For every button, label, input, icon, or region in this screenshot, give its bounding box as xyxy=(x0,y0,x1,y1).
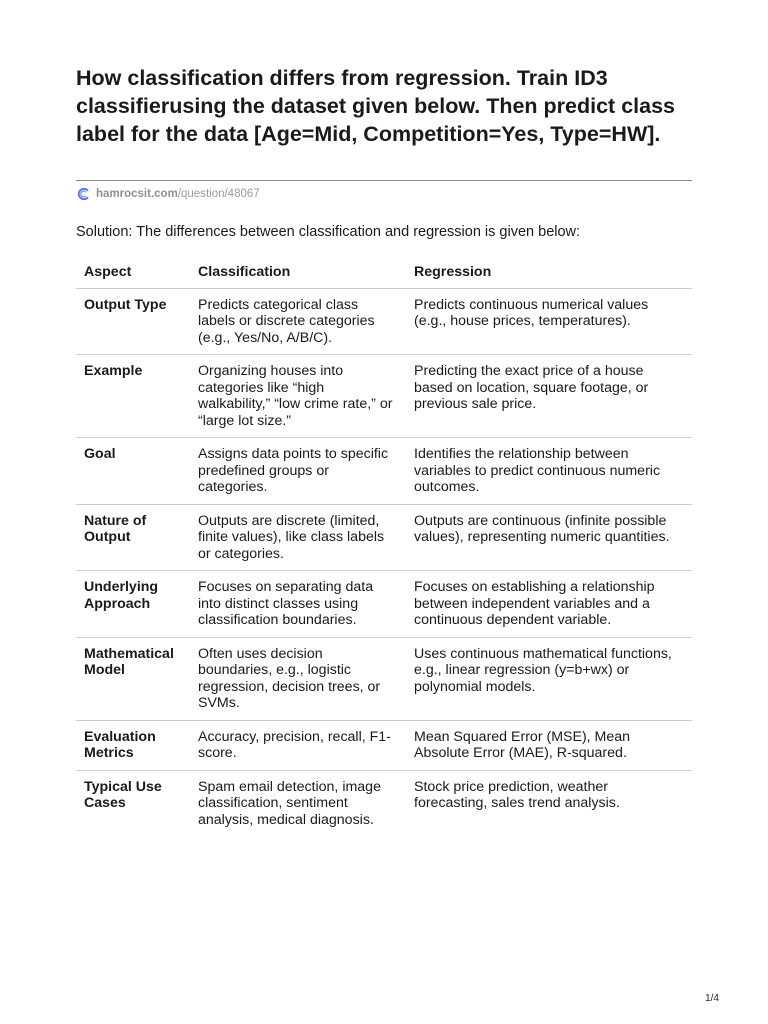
aspect-cell: Output Type xyxy=(84,296,167,313)
classification-cell: Assigns data points to specific predefined groups or categories. xyxy=(198,446,389,495)
header-regression: Regression xyxy=(414,264,492,280)
header-classification: Classification xyxy=(198,264,291,280)
table-row xyxy=(76,288,692,355)
classification-cell: Outputs are discrete (limited, finite values), like class labels or categories. xyxy=(198,512,385,562)
table-row xyxy=(76,504,692,571)
aspect-cell: Evaluation Metrics xyxy=(84,728,156,761)
classification-cell: Spam email detection, image classification, sentiment analysis, medical diagnosis. xyxy=(198,778,381,828)
aspect-cell: Typical Use Cases xyxy=(84,778,162,811)
aspect-cell: Mathematical Model xyxy=(84,645,174,678)
aspect-cell: Goal xyxy=(84,446,116,462)
aspect-cell: Example xyxy=(84,363,143,379)
table-row xyxy=(76,355,692,438)
source-path[interactable]: /question/48067 xyxy=(177,188,260,200)
aspect-cell: Nature of Output xyxy=(84,512,147,545)
table-row xyxy=(76,571,692,638)
table-row xyxy=(76,637,692,720)
solution-intro: Solution: The differences between classification and regression is given below: xyxy=(76,224,581,240)
classification-cell: Often uses decision boundaries, e.g., logistic regression, decision trees, or SVMs. xyxy=(198,645,381,711)
title-divider xyxy=(76,180,692,181)
source-link[interactable] xyxy=(76,186,260,202)
classification-cell: Accuracy, precision, recall, F1-score. xyxy=(198,728,391,761)
classification-cell: Focuses on separating data into distinct classes using classification boundaries. xyxy=(198,579,374,628)
regression-cell: Identifies the relationship between variables to predict continuous numeric outcomes. xyxy=(414,446,661,495)
regression-cell: Mean Squared Error (MSE), Mean Absolute Error (MAE), R-squared. xyxy=(414,728,631,761)
regression-cell: Uses continuous mathematical functions, e.g., linear regression (y=b+wx) or polynomial models. xyxy=(414,645,672,695)
hamrocsit-logo-icon xyxy=(76,187,90,201)
regression-cell: Outputs are continuous (infinite possible values), representing numeric quantities. xyxy=(414,512,670,545)
table-row xyxy=(76,438,692,505)
table-header-row xyxy=(76,256,692,288)
comparison-table xyxy=(76,256,692,836)
classification-cell: Organizing houses into categories like “high walkability,” “low crime rate,” or “large lot size.” xyxy=(198,363,393,429)
regression-cell: Predicts continuous numerical values (e.g., house prices, temperatures). xyxy=(414,296,649,329)
page-title: How classification differs from regression. Train ID3 classifierusing the dataset given below. Then predict class label for the data [Age=Mid, Competition=Yes, Type=HW]. xyxy=(76,66,675,146)
table-row xyxy=(76,770,692,836)
aspect-cell: Underlying Approach xyxy=(84,579,159,612)
header-aspect: Aspect xyxy=(84,264,132,280)
page-number: 1/4 xyxy=(705,993,719,1004)
regression-cell: Predicting the exact price of a house based on location, square footage, or previous sale price. xyxy=(414,363,649,412)
source-domain[interactable]: hamrocsit.com xyxy=(96,188,178,200)
regression-cell: Focuses on establishing a relationship between independent variables and a continuous dependent variable. xyxy=(414,579,655,628)
table-row xyxy=(76,720,692,770)
classification-cell: Predicts categorical class labels or discrete categories (e.g., Yes/No, A/B/C). xyxy=(198,296,375,346)
regression-cell: Stock price prediction, weather forecasting, sales trend analysis. xyxy=(414,778,620,811)
